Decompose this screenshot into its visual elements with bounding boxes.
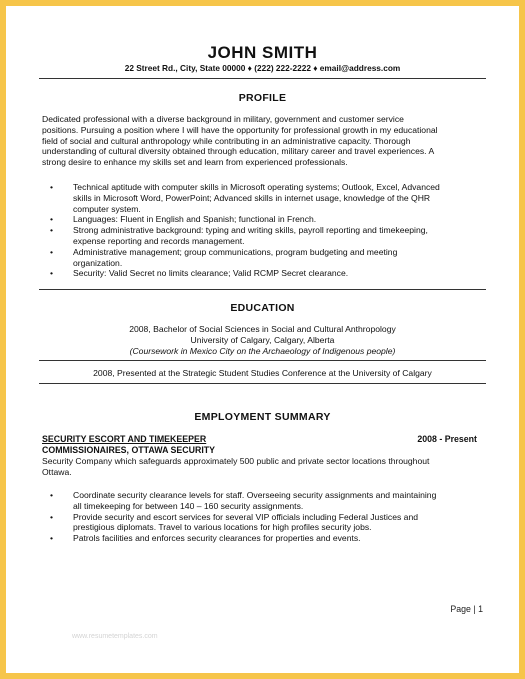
education-inner-divider xyxy=(39,360,486,361)
employer-description: Security Company which safeguards approximately 500 public and private sector locations throughout Ottawa. xyxy=(42,456,430,477)
education-divider xyxy=(39,383,486,384)
list-item: • Patrols facilities and enforces security clearances for properties and events. xyxy=(50,533,361,544)
profile-divider xyxy=(39,289,486,290)
page-number: Page | 1 xyxy=(450,604,483,614)
header-divider xyxy=(39,78,486,79)
employer-name: COMMISSIONAIRES, OTTAWA SECURITY xyxy=(42,445,216,455)
profile-summary: Dedicated professional with a diverse background in military, government and customer service positions. Pursuing a position where I will have the opportunity for professional growth in my educational field of social and cultural anthropology while contributing in an administrative capacity. Thorough understanding of cultural diversity obtained through education, military career and travel experiences. A strong desire to enhance my skills set and learn from experienced professionals. xyxy=(42,114,438,168)
profile-heading: PROFILE xyxy=(238,92,287,104)
list-item: • Coordinate security clearance levels for staff. Overseeing security assignments and maintaining all timekeeping for between 140 – 160 security assignments. xyxy=(50,490,437,511)
watermark-text: www.resumetemplates.com xyxy=(72,633,158,640)
job-duties-list xyxy=(46,490,486,544)
list-item: • Provide security and escort services for several VIP officials including Federal Justices and prestigious diplomats. Travel to various locations for high profiles security jobs. xyxy=(50,511,419,533)
profile-skills-list xyxy=(46,182,486,279)
degree-line: 2008, Bachelor of Social Sciences in Social and Cultural Anthropology xyxy=(129,324,396,334)
job-dates: 2008 - Present xyxy=(417,434,477,444)
candidate-name: JOHN SMITH xyxy=(207,43,318,62)
list-item: • Strong administrative background: typing and writing skills, payroll reporting and timekeeping, expense reporting and records management. xyxy=(50,225,428,246)
employment-heading: EMPLOYMENT SUMMARY xyxy=(194,411,331,423)
conference-line: 2008, Presented at the Strategic Student Studies Conference at the University of Calgary xyxy=(93,368,432,378)
job-title: SECURITY ESCORT AND TIMEKEEPER xyxy=(42,434,207,444)
list-item: • Languages: Fluent in English and Spanish; functional in French. xyxy=(50,214,317,225)
list-item: • Security: Valid Secret no limits clearance; Valid RCMP Secret clearance. xyxy=(50,268,349,279)
education-heading: EDUCATION xyxy=(230,302,295,314)
list-item: • Administrative management; group communications, program budgeting and meeting organization. xyxy=(50,246,398,268)
resume-page xyxy=(6,6,519,673)
contact-line: 22 Street Rd., City, State 00000 ♦ (222) 222-2222 ♦ email@address.com xyxy=(124,63,401,73)
list-item: • Technical aptitude with computer skills in Microsoft operating systems; Outlook, Excel, Advanced skills in Microsoft Word, PowerPoint; Advanced skills in internet usage, knowledge of the QHR computer system. xyxy=(50,182,440,214)
coursework-line: (Coursework in Mexico City on the Archaeology of Indigenous people) xyxy=(129,346,396,356)
school-line: University of Calgary, Calgary, Alberta xyxy=(190,335,335,345)
